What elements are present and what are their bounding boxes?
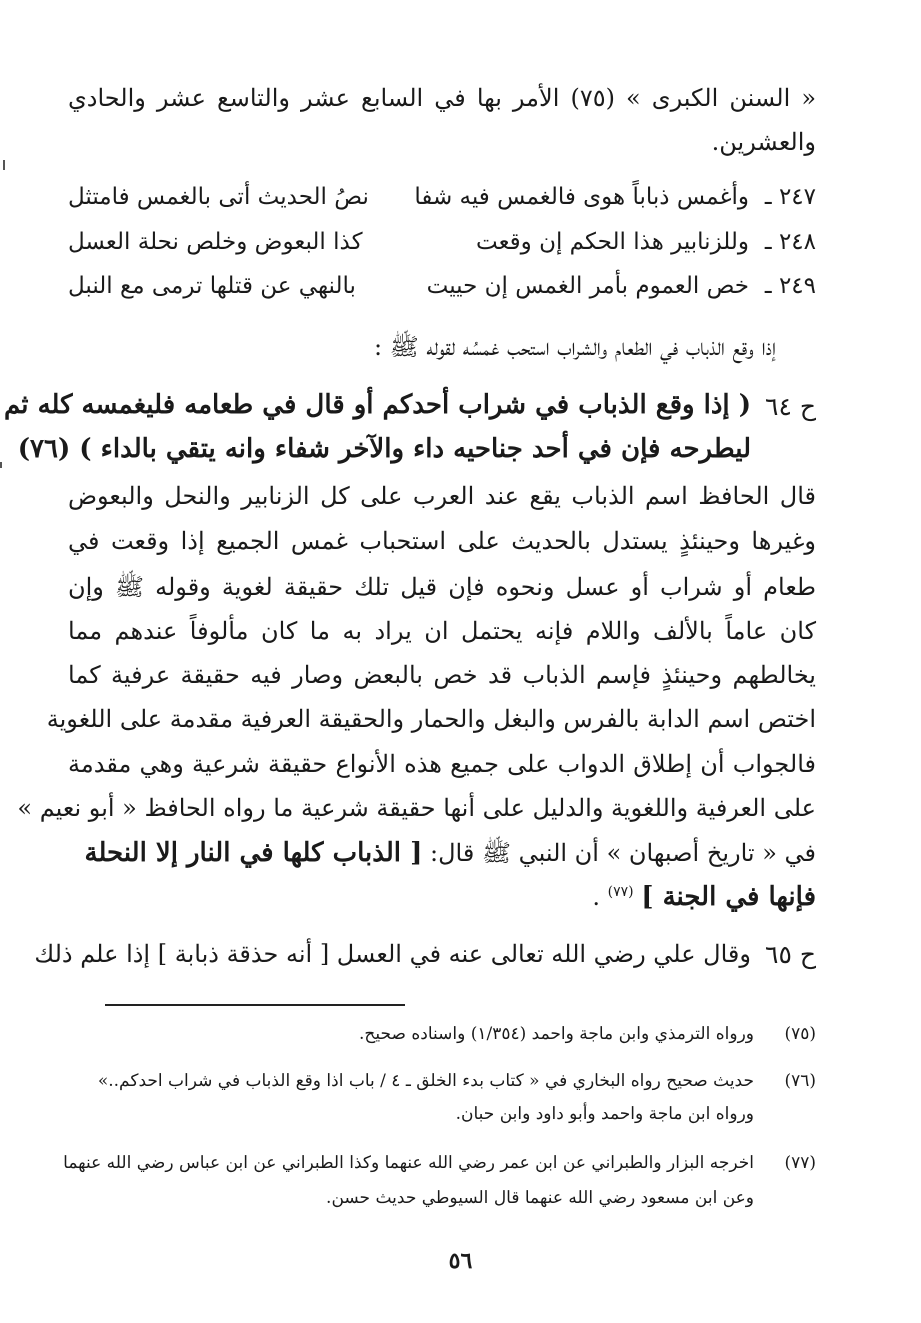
quote-end-line (68, 882, 816, 912)
verse-first-half: وللزنابير هذا الحكم إن وقعت (475, 229, 749, 255)
verse-second-half: نصُ الحديث أتى بالغمس فامتثل (68, 184, 369, 210)
commentary-line-3: طعام أو شراب أو عسل ونحوه فإن قيل تلك حقيقة لغوية وقوله ﷺ وإن (68, 573, 816, 601)
hadith-65-label: ح ٦٥ (765, 940, 816, 969)
intro-line-1: « السنن الكبرى » (٧٥) الأمر بها في السابع عشر والتاسع عشر والحادي (68, 84, 817, 112)
footnote-text: ورواه الترمذي وابن ماجة واحمد (١/٣٥٤) واسناده صحيح. (359, 1024, 754, 1044)
quote-text-end: فإنها في الجنة ] (641, 882, 816, 912)
scan-mark (0, 462, 2, 468)
commentary-line-6: اختص اسم الدابة بالفرس والبغل والحمار والحقيقة العرفية مقدمة على اللغوية (46, 705, 816, 733)
footnote-number: (٧٧) (784, 1153, 816, 1173)
commentary-line-2: وغيرها وحينئذٍ يستدل بالحديث على استحباب غمس الجميع إذا وقعت في (68, 527, 816, 555)
quote-text: [ الذباب كلها في النار إلا النحلة (84, 838, 423, 868)
verse-first-half: وأغمس ذباباً هوى فالغمس فيه شفا (414, 184, 749, 210)
hadith-64-label: ح ٦٤ (765, 392, 816, 421)
commentary-line-8: على العرفية واللغوية والدليل على أنها حقيقة شرعية ما رواه الحافظ « أبو نعيم » (17, 794, 816, 822)
footnote-77-line-2: وعن ابن مسعود رضي الله عنهما قال السيوطي حديث حسن. (326, 1188, 754, 1208)
quote-intro: في « تاريخ أصبهان » أن النبي ﷺ قال: (430, 839, 816, 867)
quote-line (68, 838, 816, 873)
quote-period: . (592, 883, 600, 911)
commentary-line-1: قال الحافظ اسم الذباب يقع عند العرب على كل الزنابير والنحل والبعوض (68, 482, 816, 510)
verse-second-half: بالنهي عن قتلها ترمى مع النبل (68, 273, 356, 299)
intro-line-2: والعشرين. (711, 128, 816, 156)
verse-number: ٢٤٧ ـ (764, 184, 816, 210)
footnote-76-line-2: ورواه ابن ماجة واحمد وأبو داود وابن حبان. (455, 1104, 754, 1124)
footnote-ref-77: (٧٧) (607, 884, 634, 900)
hadith-65-text: وقال علي رضي الله تعالى عنه في العسل [ أنه حذقة ذبابة ] إذا علم ذلك (34, 940, 751, 968)
verse-first-half: خص العموم بأمر الغمس إن حييت (426, 273, 749, 299)
hadith-64-line-1: ( إذا وقع الذباب في شراب أحدكم أو قال في طعامه فليغمسه كله ثم (3, 390, 751, 420)
footnote-77 (63, 1153, 816, 1173)
commentary-line-7: فالجواب أن إطلاق الدواب على جميع هذه الأنواع حقيقة شرعية وهي مقدمة (68, 750, 817, 778)
page-number: ٥٦ (448, 1248, 473, 1274)
hadith-64-line-2: ليطرحه فإن في أحد جناحيه داء والآخر شفاء وانه يتقي بالداء ) (٧٦) (17, 434, 751, 464)
footnote-number: (٧٦) (784, 1071, 816, 1091)
footnote-75 (68, 1024, 816, 1044)
commentary-line-4: كان عاماً بالألف واللام فإنه يحتمل ان يراد به ما كان مألوفاً عندهم مما (68, 617, 816, 645)
verse-number: ٢٤٨ ـ (764, 229, 816, 255)
verse-number: ٢٤٩ ـ (764, 273, 816, 299)
section-heading: إذا وقع الذباب في الطعام والشراب استحب غمسُه لقوله ﷺ : (374, 333, 776, 361)
footnote-text: اخرجه البزار والطبراني عن ابن عمر رضي الله عنهما وكذا الطبراني عن ابن عباس رضي الله عنهما (63, 1153, 754, 1173)
verse-second-half: كذا البعوض وخلص نحلة العسل (68, 229, 363, 255)
footnote-divider (105, 1004, 405, 1006)
footnote-text: حديث صحيح رواه البخاري في « كتاب بدء الخلق ـ ٤ / باب اذا وقع الذباب في شراب احدكم..» (97, 1071, 754, 1091)
scan-mark (3, 160, 5, 170)
commentary-line-5: يخالطهم وحينئذٍ فإسم الذباب قد خص بالبعض وصار فيه حقيقة عرفية كما (68, 661, 816, 689)
footnote-76 (68, 1071, 816, 1091)
footnote-number: (٧٥) (784, 1024, 816, 1044)
